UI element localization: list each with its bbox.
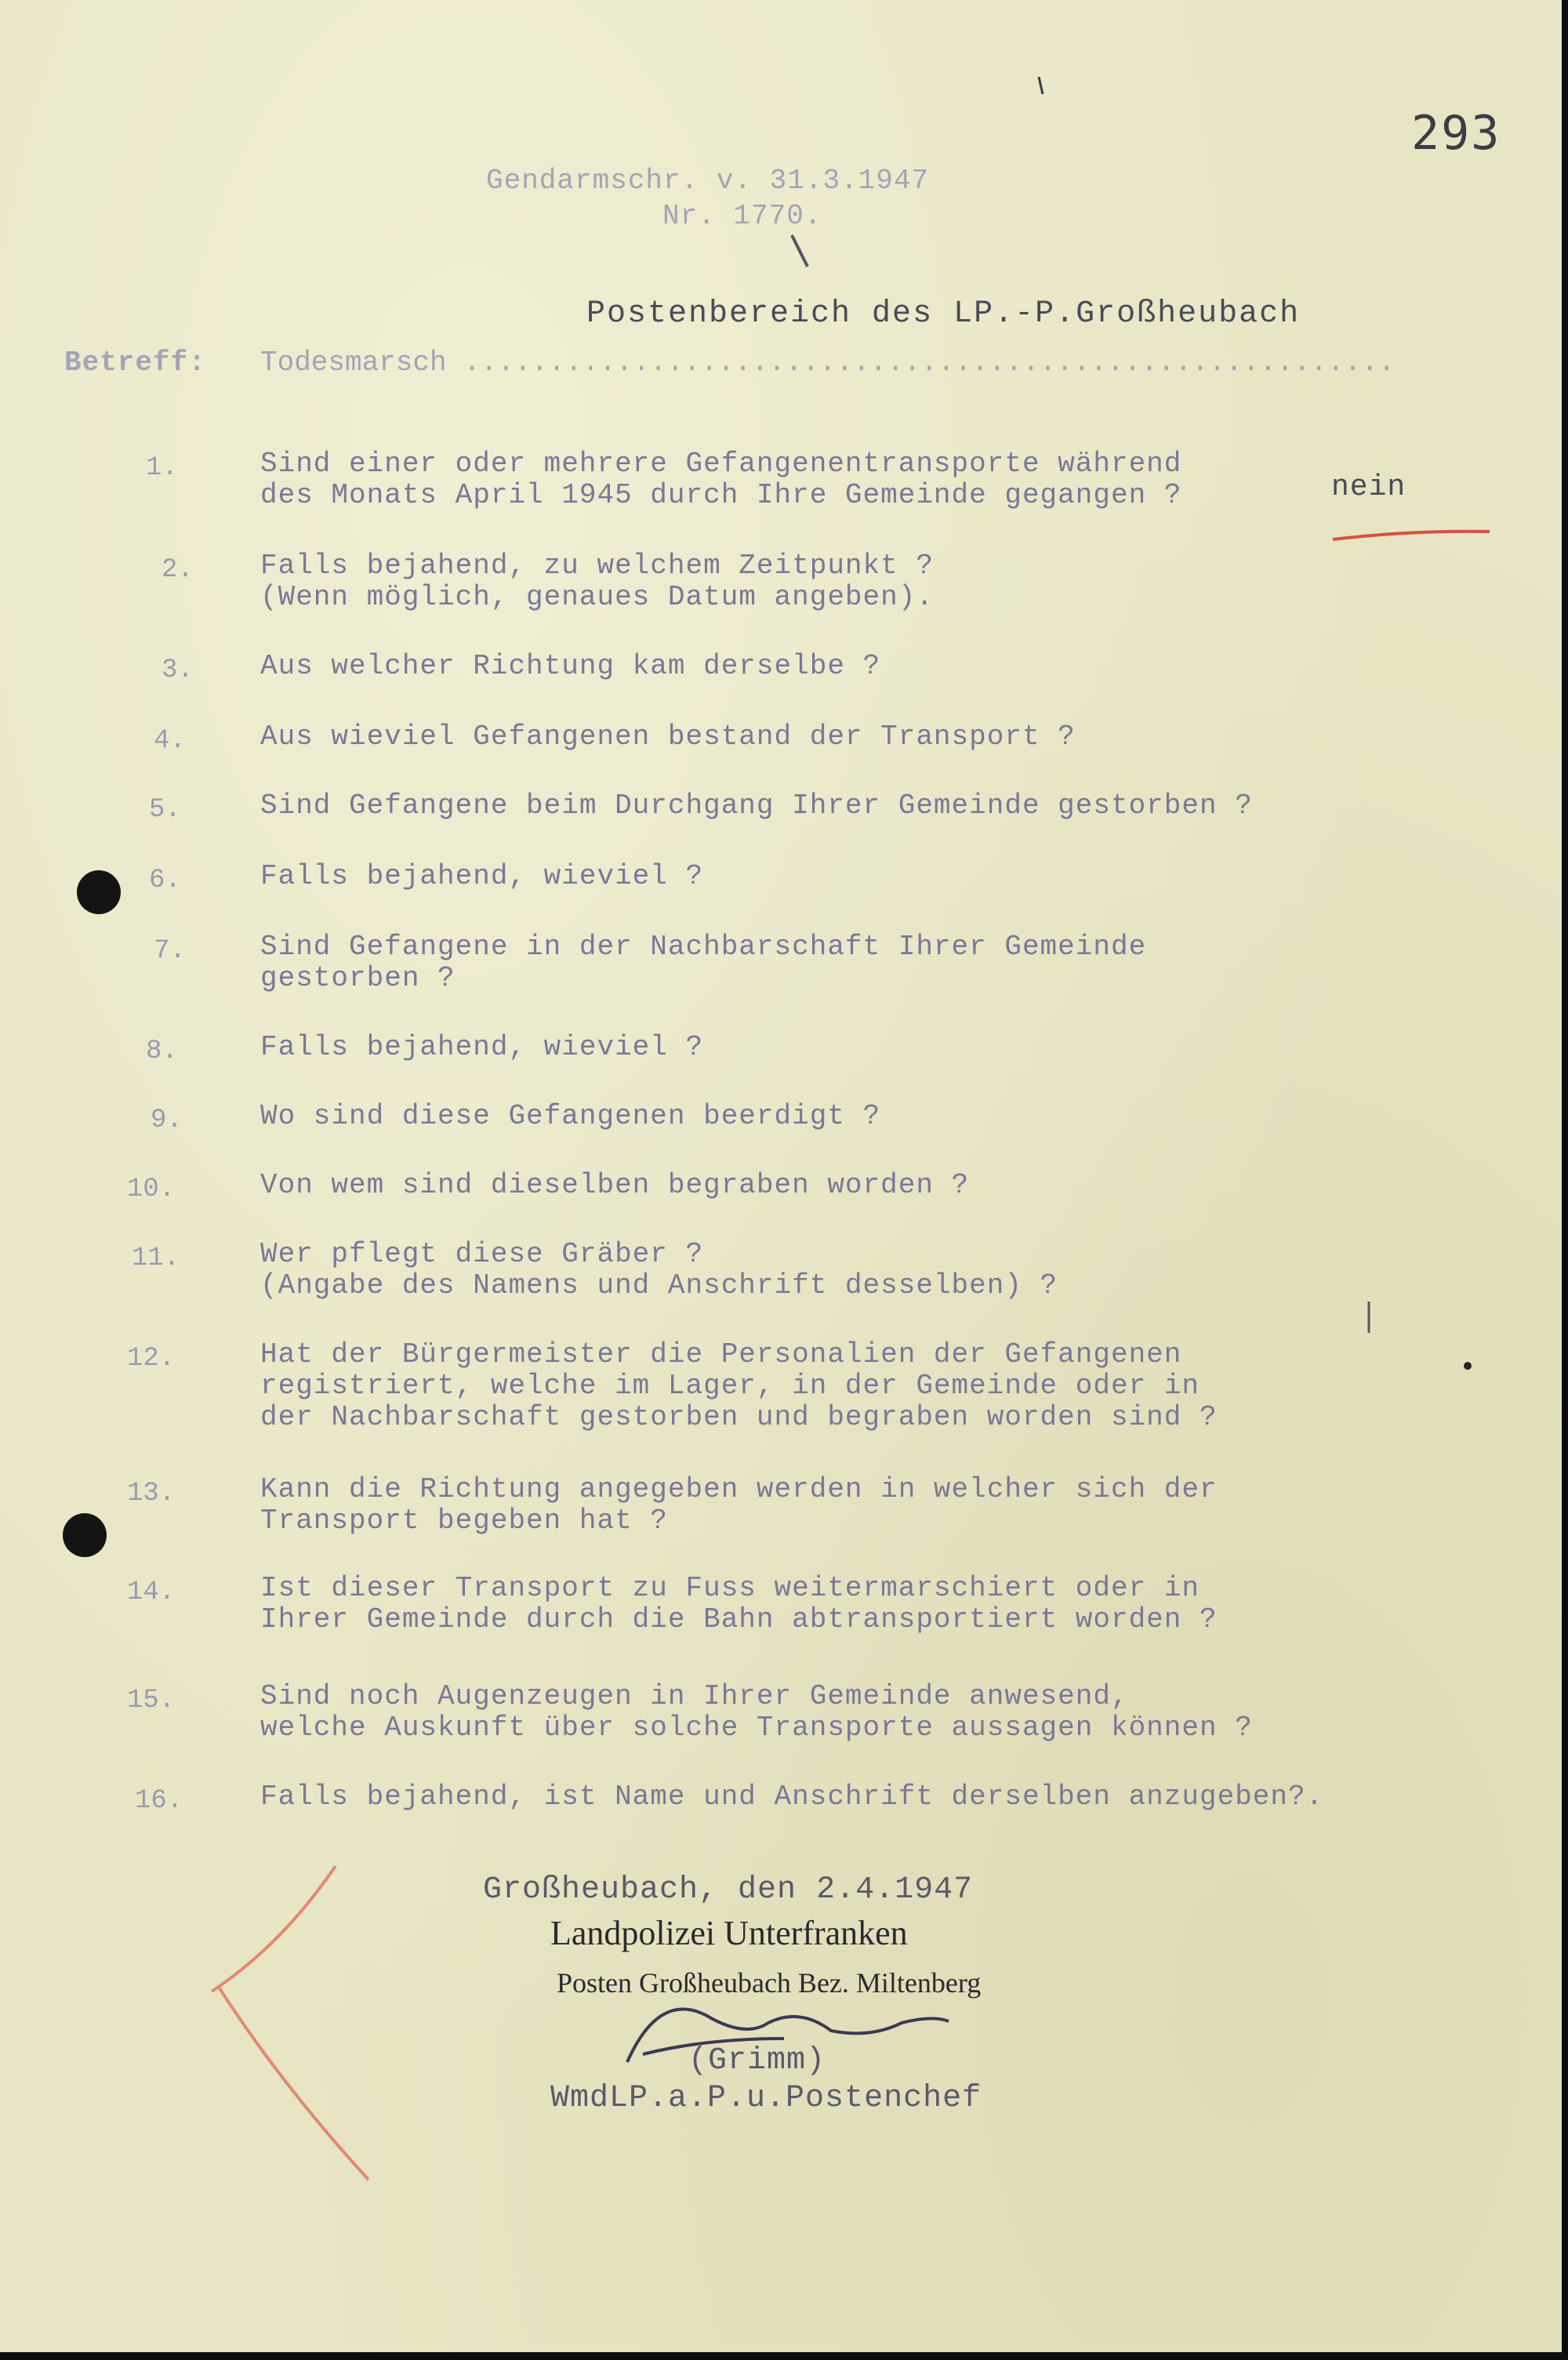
question-line: des Monats April 1945 durch Ihre Gemeinde gegangen ? [260, 479, 1182, 511]
question-number: 9. [151, 1106, 183, 1135]
question-number: 12. [127, 1344, 176, 1374]
question-number: 8. [146, 1037, 178, 1066]
question-number: 5. [149, 795, 181, 825]
question-line: Aus welcher Richtung kam derselbe ? [260, 650, 881, 682]
question-2 [260, 550, 934, 613]
answer-nein: nein [1331, 470, 1406, 504]
reference-line-1: Gendarmschr. v. 31.3.1947 [486, 165, 930, 197]
question-line: gestorben ? [260, 962, 456, 994]
rank-and-title: WmdLP.a.P.u.Postenchef [550, 2081, 982, 2116]
stamp-line-1: Landpolizei Unterfranken [550, 1914, 908, 1952]
question-number: 7. [154, 936, 186, 966]
question-11 [260, 1239, 1058, 1302]
question-13 [260, 1474, 1218, 1537]
reference-line-2: Nr. 1770. [662, 200, 822, 232]
question-15 [260, 1681, 1253, 1744]
question-line: Sind einer oder mehrere Gefangenentransporte während [260, 448, 1182, 480]
question-line: Ihrer Gemeinde durch die Bahn abtransportiert worden ? [260, 1603, 1218, 1636]
question-16 [260, 1781, 1323, 1813]
page-number: 293 [1411, 106, 1501, 161]
question-9 [260, 1101, 880, 1132]
question-number: 10. [127, 1175, 176, 1204]
question-6 [260, 861, 703, 892]
question-line: Sind Gefangene beim Durchgang Ihrer Gemeinde gestorben ? [260, 790, 1253, 822]
question-10 [260, 1170, 969, 1201]
stamp-line-2: Posten Großheubach Bez. Miltenberg [557, 1967, 982, 1999]
question-number: 16. [135, 1786, 183, 1816]
question-line: Von wem sind dieselben begraben worden ? [260, 1169, 970, 1201]
question-line: (Angabe des Namens und Anschrift desselben) ? [260, 1269, 1058, 1302]
question-number: 11. [132, 1244, 180, 1273]
question-line: Falls bejahend, wieviel ? [260, 1031, 704, 1063]
question-14 [260, 1573, 1218, 1636]
red-pencil-stroke [212, 1866, 336, 1991]
punch-hole-bottom [63, 1513, 107, 1557]
question-5 [260, 790, 1253, 822]
question-number: 4. [154, 726, 186, 756]
question-line: Falls bejahend, wieviel ? [260, 860, 704, 892]
pencil-tick [792, 235, 808, 267]
betreff-label: Betreff: [64, 347, 206, 379]
document-title: Postenbereich des LP.-P.Großheubach [586, 296, 1301, 332]
red-pencil-stroke [220, 1988, 368, 2180]
question-line: Aus wieviel Gefangenen bestand der Transport ? [260, 721, 1076, 753]
question-line: Hat der Bürgermeister die Personalien der Gefangenen [260, 1338, 1182, 1371]
question-line: welche Auskunft über solche Transporte aussagen können ? [260, 1712, 1253, 1744]
question-12 [260, 1339, 1218, 1433]
ink-dot [1464, 1362, 1472, 1370]
question-number: 3. [162, 655, 194, 685]
question-line: Transport begeben hat ? [260, 1505, 668, 1537]
red-underline [1333, 532, 1490, 539]
question-number: 2. [162, 555, 194, 585]
question-4 [260, 721, 1076, 753]
pencil-tick [1039, 77, 1043, 94]
question-line: (Wenn möglich, genaues Datum angeben). [260, 581, 934, 613]
betreff-text: Todesmarsch ....................................................... [260, 347, 1396, 379]
question-line: Ist dieser Transport zu Fuss weitermarschiert oder in [260, 1572, 1200, 1604]
question-line: Sind Gefangene in der Nachbarschaft Ihrer Gemeinde [260, 931, 1147, 963]
question-7 [260, 931, 1146, 994]
question-line: registriert, welche im Lager, in der Gemeinde oder in [260, 1370, 1200, 1402]
question-number: 14. [127, 1578, 176, 1607]
question-line: Wer pflegt diese Gräber ? [260, 1238, 704, 1270]
question-number: 15. [127, 1686, 176, 1716]
question-1 [260, 448, 1181, 511]
question-number: 1. [146, 453, 178, 483]
question-line: Falls bejahend, zu welchem Zeitpunkt ? [260, 550, 934, 582]
question-line: der Nachbarschaft gestorben und begraben worden sind ? [260, 1401, 1218, 1433]
place-and-date: Großheubach, den 2.4.1947 [483, 1872, 974, 1908]
question-line: Falls bejahend, ist Name und Anschrift derselben anzugeben?. [260, 1781, 1324, 1813]
question-8 [260, 1032, 703, 1063]
punch-hole-top [77, 870, 121, 914]
question-line: Kann die Richtung angegeben werden in welcher sich der [260, 1473, 1218, 1505]
question-line: Wo sind diese Gefangenen beerdigt ? [260, 1100, 881, 1132]
question-line: Sind noch Augenzeugen in Ihrer Gemeinde anwesend, [260, 1680, 1129, 1712]
question-number: 6. [149, 866, 181, 895]
signature-name: (Grimm) [688, 2043, 826, 2079]
question-3 [260, 651, 880, 682]
question-number: 13. [127, 1479, 176, 1509]
